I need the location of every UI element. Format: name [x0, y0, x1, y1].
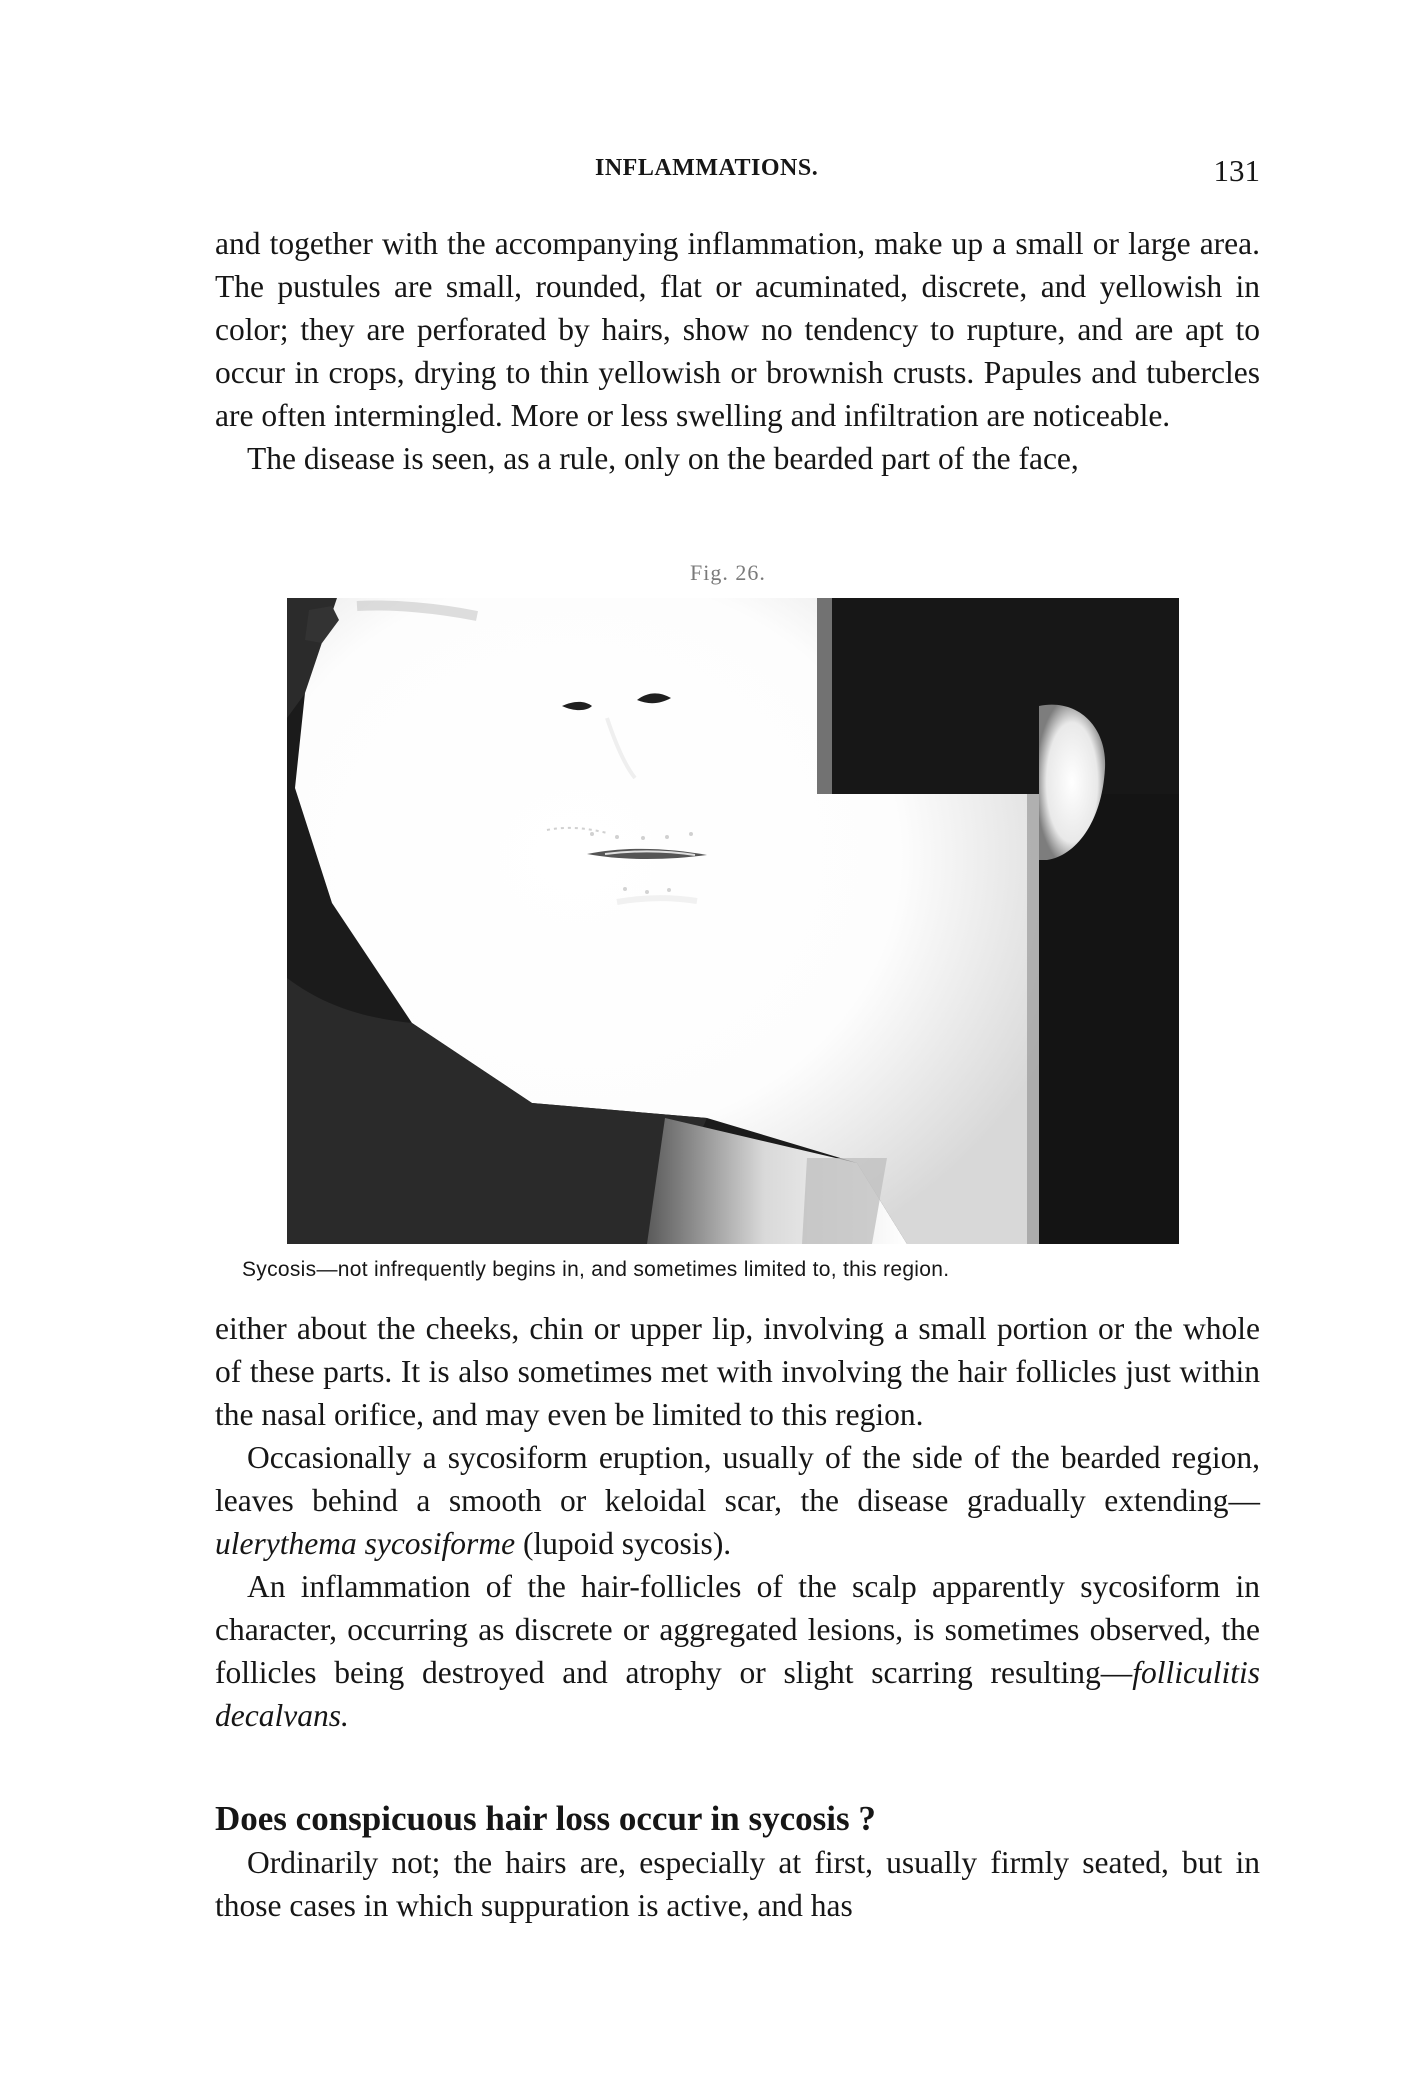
- paragraph-5-start: An inflammation of the hair-follicles of the scalp apparently sycosiform in character, occurring as discrete or aggregated lesions, is sometimes observed, the follicles being destroyed and atrophy or slight scarring resulting—: [215, 1569, 1260, 1690]
- paragraph-4-term: ulerythema sycosiforme: [215, 1526, 516, 1561]
- paragraph-4-start: Occasionally a sycosiform eruption, usually of the side of the bearded region, leaves behind a smooth or keloidal scar, the disease gradually extending—: [215, 1440, 1260, 1518]
- figure-photograph: [287, 598, 1179, 1244]
- question-heading: Does conspicuous hair loss occur in sycosis ?: [215, 1799, 876, 1838]
- figure-label: Fig. 26.: [690, 560, 766, 585]
- paragraph-4-end: (lupoid sycosis).: [515, 1526, 732, 1561]
- body-text-bottom: [215, 1307, 1260, 1737]
- paragraph-2: The disease is seen, as a rule, only on the bearded part of the face,: [247, 441, 1079, 476]
- question-section: [215, 1797, 1260, 1927]
- running-head: INFLAMMATIONS.: [595, 155, 819, 181]
- paragraph-1: and together with the accompanying inflammation, make up a small or large area. The pustules are small, rounded, flat or acuminated, discrete, and yellowish in color; they are perforated by hairs, show no tendency to rupture, and are apt to occur in crops, drying to thin yellowish or brownish crusts. Papules and tubercles are often intermingled. More or less swelling and infiltration are noticeable.: [215, 226, 1260, 433]
- paragraph-5-term: folliculitis decalvans.: [215, 1655, 1260, 1733]
- figure-caption: Sycosis—not infrequently begins in, and sometimes limited to, this region.: [242, 1258, 950, 1281]
- paragraph-3: either about the cheeks, chin or upper lip, involving a small portion or the whole of these parts. It is also sometimes met with involving the hair follicles just within the nasal orifice, and may even be limited to this region.: [215, 1311, 1260, 1432]
- answer-paragraph: Ordinarily not; the hairs are, especially at first, usually firmly seated, but in those cases in which suppuration is active, and has: [215, 1845, 1260, 1923]
- face-photo-illustration: [287, 598, 1179, 1244]
- paragraph-5: [215, 1565, 1260, 1737]
- paragraph-4: [215, 1436, 1260, 1565]
- body-text-top: [215, 222, 1260, 480]
- page-header: [215, 155, 1260, 195]
- page-number: 131: [1213, 153, 1260, 188]
